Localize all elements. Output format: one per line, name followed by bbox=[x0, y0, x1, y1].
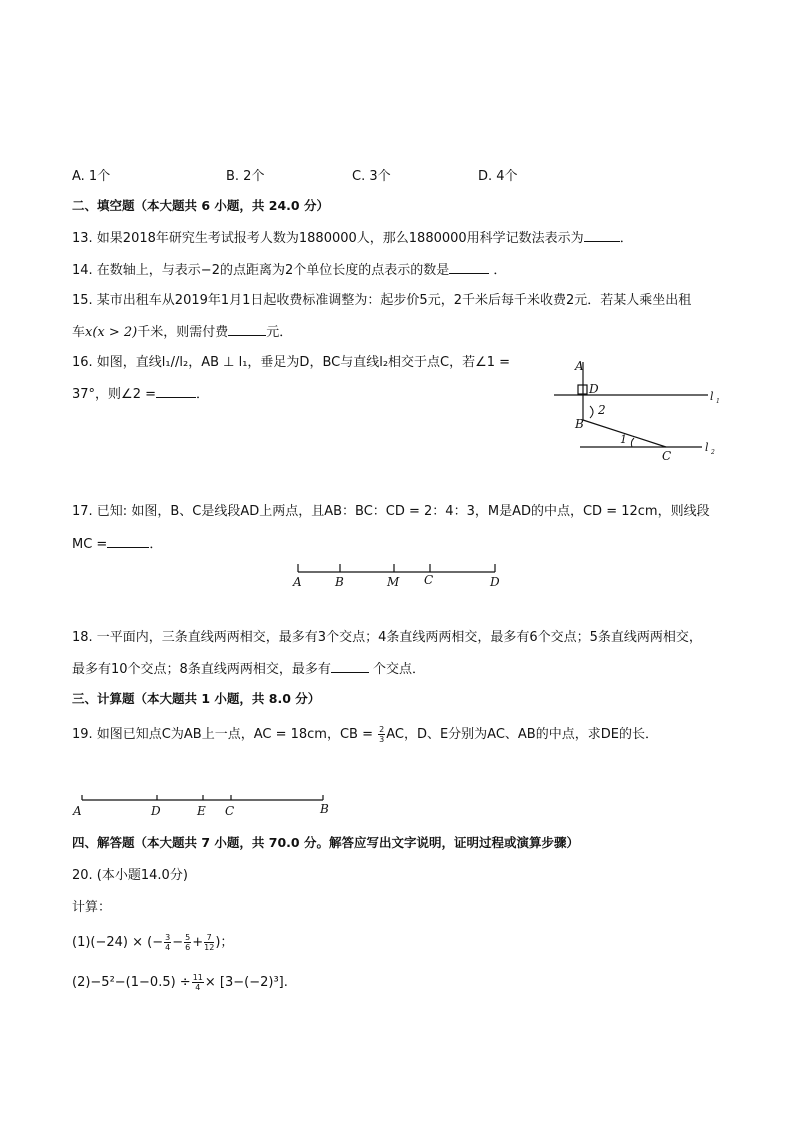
fig19-label-d: D bbox=[151, 804, 161, 818]
q15-part-b: 千米，则需付费 bbox=[137, 325, 229, 340]
question-14 bbox=[72, 261, 506, 280]
section-3-heading: 三、计算题（本大题共 1 小题，共 8.0 分） bbox=[72, 691, 321, 706]
question-20-part1: (1)(−24) × (− $\frac{3}{4}$ − $\frac{5}{6}$ + $\frac{7}{12}$ )； bbox=[72, 933, 234, 952]
q14-text: 14. 在数轴上，与表示−2的点距离为2个单位长度的点表示的数是 bbox=[72, 263, 450, 278]
q16-end: ． bbox=[196, 387, 210, 402]
q13-end: ． bbox=[619, 231, 633, 246]
figure-19 bbox=[70, 792, 340, 820]
q15-variable: x(x > 2) bbox=[85, 325, 138, 340]
q15-part-a: 车 bbox=[72, 325, 86, 340]
fig16-label-c: C bbox=[662, 449, 672, 463]
q14-end: ． bbox=[493, 263, 507, 278]
q16-part: 37°，则∠2 = bbox=[72, 387, 156, 402]
question-20-part2: (2)−5²−(1−0.5) ÷ $\frac{11}{4}$ × [3−(−2)³]. bbox=[72, 973, 288, 992]
question-16-line1: 16. 如图，直线l₁//l₂，AB ⊥ l₁，垂足为D，BC与直线l₂相交于点C，若∠1 = bbox=[72, 355, 511, 370]
fig17-label-b: B bbox=[335, 575, 344, 589]
fraction-11-4: $\frac{11}{4}$ bbox=[192, 973, 203, 992]
section-4-heading: 四、解答题（本大题共 7 小题，共 70.0 分。解答应写出文字说明，证明过程或演算步骤） bbox=[72, 835, 579, 850]
q13-text: 13. 如果2018年研究生考试报考人数为1880000人，那么1880000用科学记数法表示为 bbox=[72, 231, 584, 246]
q15-blank bbox=[228, 323, 266, 336]
question-15-line1: 15. 某市出租车从2019年1月1日起收费标准调整为：起步价5元，2千米后每千米收费2元．若某人乘坐出租 bbox=[72, 293, 692, 308]
q18-blank bbox=[331, 660, 369, 673]
fig19-label-c: C bbox=[225, 804, 235, 818]
fig16-label-l1: l bbox=[710, 390, 714, 403]
fig19-label-a: A bbox=[73, 804, 82, 818]
fig16-label-d: D bbox=[589, 382, 599, 396]
q19-part-a: 19. 如图已知点C为AB上一点，AC = 18cm，CB = bbox=[72, 727, 373, 742]
question-13 bbox=[72, 229, 633, 248]
fig16-label-l1-sub: 1 bbox=[716, 398, 720, 405]
fraction-7-12: $\frac{7}{12}$ bbox=[204, 933, 215, 952]
q19-fraction: $\frac{2}{3}$ bbox=[379, 725, 385, 744]
fraction-5-6: $\frac{5}{6}$ bbox=[185, 933, 191, 952]
question-20-calc: 计算： bbox=[72, 900, 112, 915]
fig16-label-angle1: 1 bbox=[620, 433, 627, 446]
fig17-label-c: C bbox=[424, 573, 434, 587]
fig16-label-l2: l bbox=[705, 441, 709, 454]
fig16-label-a: A bbox=[575, 359, 584, 373]
option-a: A. 1个 bbox=[72, 169, 111, 184]
question-17-line2 bbox=[72, 535, 162, 554]
q15-end: 元． bbox=[266, 325, 293, 340]
q13-blank bbox=[584, 229, 620, 242]
question-19 bbox=[72, 725, 658, 744]
option-c: C. 3个 bbox=[352, 169, 391, 184]
q14-blank bbox=[449, 261, 489, 274]
q18-part-b: 个交点． bbox=[368, 662, 425, 677]
question-16-line2 bbox=[72, 385, 209, 404]
question-20-title: 20. (本小题14.0分) bbox=[72, 868, 188, 883]
question-15-line2 bbox=[72, 323, 292, 342]
section-2-heading: 二、填空题（本大题共 6 小题，共 24.0 分） bbox=[72, 198, 329, 213]
fraction-3-4: $\frac{3}{4}$ bbox=[165, 933, 171, 952]
q19-part-b: AC，D、E分别为AC、AB的中点，求DE的长． bbox=[386, 727, 658, 742]
q16-blank bbox=[156, 385, 196, 398]
question-17-line1: 17. 已知: 如图，B、C是线段AD上两点，且AB：BC：CD = 2：4：3，M是AD的中点，CD = 12cm，则线段 bbox=[72, 504, 710, 519]
fig17-label-m: M bbox=[387, 575, 400, 589]
figure-17 bbox=[288, 560, 508, 594]
fig16-label-l2-sub: 2 bbox=[711, 449, 715, 456]
q17-end: ． bbox=[149, 537, 163, 552]
q17-part: MC = bbox=[72, 537, 108, 552]
question-18-line1: 18. 一平面内，三条直线两两相交，最多有3个交点；4条直线两两相交，最多有6个交点；5条直线两两相交， bbox=[72, 630, 702, 645]
question-18-line2 bbox=[72, 660, 425, 679]
fig16-label-angle2: 2 bbox=[598, 403, 606, 417]
option-d: D. 4个 bbox=[478, 169, 518, 184]
option-b: B. 2个 bbox=[226, 169, 265, 184]
fig17-label-a: A bbox=[293, 575, 302, 589]
fig19-label-e: E bbox=[197, 804, 206, 818]
q17-blank bbox=[107, 535, 149, 548]
fig19-label-b: B bbox=[320, 802, 329, 816]
fig17-label-d: D bbox=[490, 575, 500, 589]
fig16-label-b: B bbox=[575, 417, 584, 431]
figure-16 bbox=[540, 352, 730, 464]
q18-part-a: 最多有10个交点；8条直线两两相交，最多有 bbox=[72, 662, 331, 677]
